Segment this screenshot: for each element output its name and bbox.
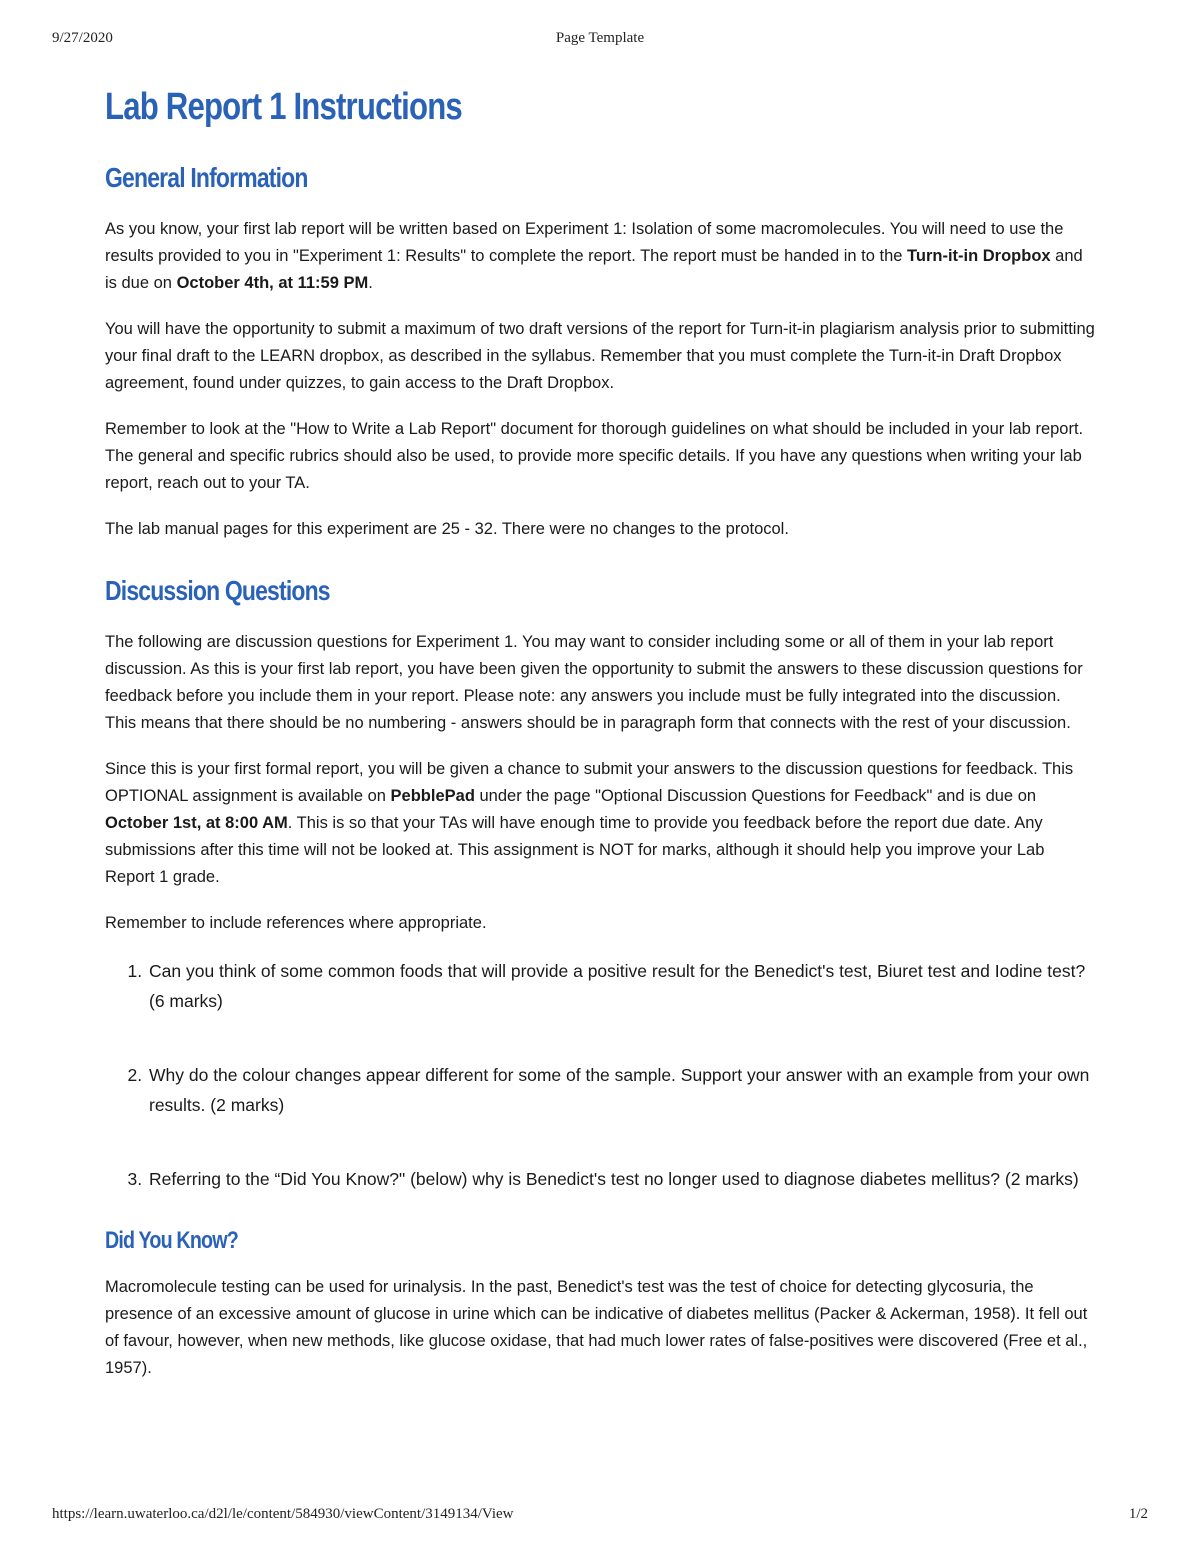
question-item: 1. Can you think of some common foods that will provide a positive result for the Benedict's test, Biuret test and Iodine test? (6 marks) <box>147 956 1095 1016</box>
question-list <box>105 956 1095 1194</box>
did-you-know-heading: Did You Know? <box>105 1227 238 1254</box>
page-url[interactable]: https://learn.uwaterloo.ca/d2l/le/content/584930/viewContent/3149134/View <box>52 1506 514 1522</box>
question-item: 2. Why do the colour changes appear different for some of the sample. Support your answer with an example from your own results. (2 marks) <box>147 1060 1095 1120</box>
page-title: Lab Report 1 Instructions <box>105 86 462 128</box>
discussion-questions-heading: Discussion Questions <box>105 575 330 606</box>
print-date: 9/27/2020 <box>52 30 113 46</box>
print-page-title: Page Template <box>555 30 645 46</box>
feedback-due-date: October 1st, at 8:00 AM <box>105 814 288 832</box>
due-date: October 4th, at 11:59 PM <box>176 274 369 292</box>
general-paragraph-4: The lab manual pages for this experiment are 25 - 32. There were no changes to the protocol. <box>105 520 789 538</box>
discussion-paragraph-1: The following are discussion questions for Experiment 1. You may want to consider including some or all of them in your lab report discussion. As this is your first lab report, you have been given the opportunity to submit the answers to these discussion questions for feedback before you include them in your report. Please note: any answers you include must be fully integrated into the discussion. This means that there should be no numbering - answers should be in paragraph form that connects with the rest of your discussion. <box>105 633 1083 732</box>
general-paragraph-2: You will have the opportunity to submit a maximum of two draft versions of the report for Turn-it-in plagiarism analysis prior to submitting your final draft to the LEARN dropbox, as described in the syllabus. Remember that you must complete the Turn-it-in Draft Dropbox agreement, found under quizzes, to gain access to the Draft Dropbox. <box>105 320 1095 392</box>
general-paragraph-3: Remember to look at the "How to Write a Lab Report" document for thorough guidelines on what should be included in your lab report. The general and specific rubrics should also be used, to provide more specific details. If you have any questions when writing your lab report, reach out to your TA. <box>105 420 1084 492</box>
general-information-heading: General Information <box>105 162 308 193</box>
general-paragraph-1: As you know, your first lab report will be written based on Experiment 1: Isolation of some macromolecules. You will need to use the results provided to you in "Experiment 1: Results" to complete the report. The report must be handed in to the Turn-it-in Dropbox and is due on October 4th, at 11:59 PM. <box>105 220 1083 292</box>
dropbox-name: Turn-it-in Dropbox <box>907 247 1051 265</box>
discussion-paragraph-3: Remember to include references where appropriate. <box>105 914 487 932</box>
page-number: 1/2 <box>1128 1506 1148 1522</box>
did-you-know-paragraph: Macromolecule testing can be used for urinalysis. In the past, Benedict's test was the test of choice for detecting glycosuria, the presence of an excessive amount of glucose in urine which can be indicative of diabetes mellitus (Packer & Ackerman, 1958). It fell out of favour, however, when new methods, like glucose oxidase, that had much lower rates of false-positives were discovered (Free et al., 1957). <box>105 1278 1088 1377</box>
question-item: 3. Referring to the “Did You Know?" (below) why is Benedict's test no longer used to diagnose diabetes mellitus? (2 marks) <box>147 1164 1095 1194</box>
platform-name: PebblePad <box>390 787 475 805</box>
discussion-paragraph-2: Since this is your first formal report, you will be given a chance to submit your answers to the discussion questions for feedback. This OPTIONAL assignment is available on PebblePad under the page "Optional Discussion Questions for Feedback" and is due on October 1st, at 8:00 AM. This is so that your TAs will have enough time to provide you feedback before the report due date. Any submissions after this time will not be looked at. This assignment is NOT for marks, although it should help you improve your Lab Report 1 grade. <box>105 760 1074 886</box>
page-content <box>105 84 1095 1401</box>
